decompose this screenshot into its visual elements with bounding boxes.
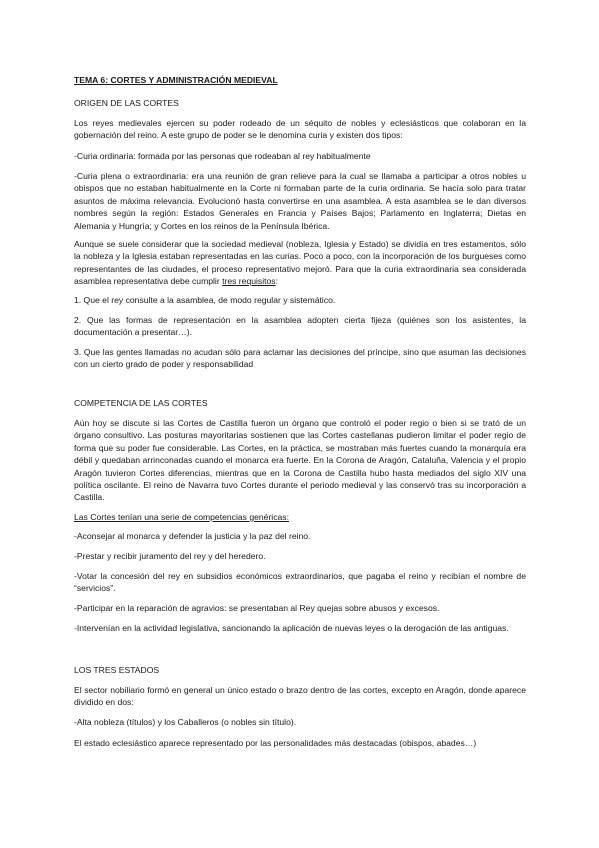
text-span: Aunque se suele considerar que la sociedad medieval (nobleza, Iglesia y Estado) se dividía en tres estamentos, sólo la nobleza y la Iglesia estaban representadas en las curias. Poco a poco, con la incorporación de los burgueses como representantes de las ciudades, el proceso representativo mejoró. Para que la curia extraordinaria sea considerada asamblea representativa debe cumplir — [74, 239, 526, 287]
paragraph-requisitos — [74, 238, 526, 288]
paragraph: -Curia ordinaria: formada por las personas que rodeaban al rey habitualmente — [74, 151, 371, 161]
list-item: -Votar la concesión del rey en subsidios económicos extraordinarios, que pagaba el reino y recibían el nombre de “servicios”. — [74, 571, 526, 594]
document-title: TEMA 6: CORTES Y ADMINISTRACIÓN MEDIEVAL — [74, 75, 278, 85]
section-heading-estados: LOS TRES ESTADOS — [74, 665, 160, 675]
list-item: -Participar en la reparación de agravios: se presentaban al Rey quejas sobre abusos y excesos. — [74, 603, 440, 613]
paragraph-underlined: Las Cortes tenían una serie de competencias genéricas: — [74, 512, 289, 522]
paragraph: -Curia plena o extraordinaria: era una reunión de gran relieve para la cual se llamaba a participar a otros nobles u obispos que no estaban habitualmente en la Corte ni formaban parte de la curia ordinaria. Se hacía solo para tratar asuntos de máxima relevancia. Evolucionó hasta convertirse en una asamblea. A esta asamblea se le dan diversos nombres según la región: Estados Generales en Francia y Países Bajos; Parlamento en Inglaterra; Dietas en Alemania y Hungría; y Cortes en los reinos de la Península Ibérica. — [74, 171, 526, 231]
list-item: 2. Que las formas de representación en la asamblea adopten cierta fijeza (quiénes son los asistentes, la documentación a presentar…). — [74, 315, 526, 338]
section-heading-origen: ORIGEN DE LAS CORTES — [74, 98, 179, 108]
list-item: 1. Que el rey consulte a la asamblea, de modo regular y sistemático. — [74, 295, 336, 305]
list-item: -Intervenían en la actividad legislativa, sancionando la aplicación de nuevas leyes o la derogación de las antiguas. — [74, 623, 509, 633]
list-item: 3. Que las gentes llamadas no acudan sólo para aclamar las decisiones del príncipe, sino que asuman las decisiones con un cierto grado de poder y responsabilidad — [74, 347, 526, 370]
text-span: : — [275, 276, 278, 287]
paragraph: El sector nobiliario formó en general un único estado o brazo dentro de las cortes, excepto en Aragón, donde aparece dividido en dos: — [74, 685, 526, 708]
list-item: -Alta nobleza (títulos) y los Caballeros (o nobles sin título). — [74, 717, 297, 727]
list-item: -Aconsejar al monarca y defender la justicia y la paz del reino. — [74, 531, 311, 541]
underlined-term: tres requisitos — [222, 276, 276, 287]
section-heading-competencia: COMPETENCIA DE LAS CORTES — [74, 398, 208, 408]
list-item: -Prestar y recibir juramento del rey y del heredero. — [74, 551, 266, 561]
paragraph: Aún hoy se discute si las Cortes de Castilla fueron un órgano que controló el poder regio o bien si se trató de un órgano consultivo. Las posturas mayoritarias sostienen que las Cortes castellanas pudieron limitar el poder regio de forma que su poder fue considerable. Las Cortes, en la práctica, se mostraban más fuertes cuando la monarquía era débil y quedaban arrinconadas cuando el monarca era fuerte. En la Corona de Aragón, Cataluña, Valencia y el propio Aragón tuvieron Cortes diferencias, mientras que en la Corona de Castilla hubo hasta mediados del siglo XIV una política oscilante. El reino de Navarra tuvo Cortes durante el periodo medieval y las conservó tras su incorporación a Castilla. — [74, 418, 526, 503]
paragraph: El estado eclesiástico aparece representado por las personalidades más destacadas (obispos, abades…) — [74, 738, 477, 748]
paragraph: Los reyes medievales ejercen su poder rodeado de un séquito de nobles y eclesiásticos que colaboran en la gobernación del reino. A este grupo de poder se le denomina curia y existen dos tipos: — [74, 118, 526, 141]
